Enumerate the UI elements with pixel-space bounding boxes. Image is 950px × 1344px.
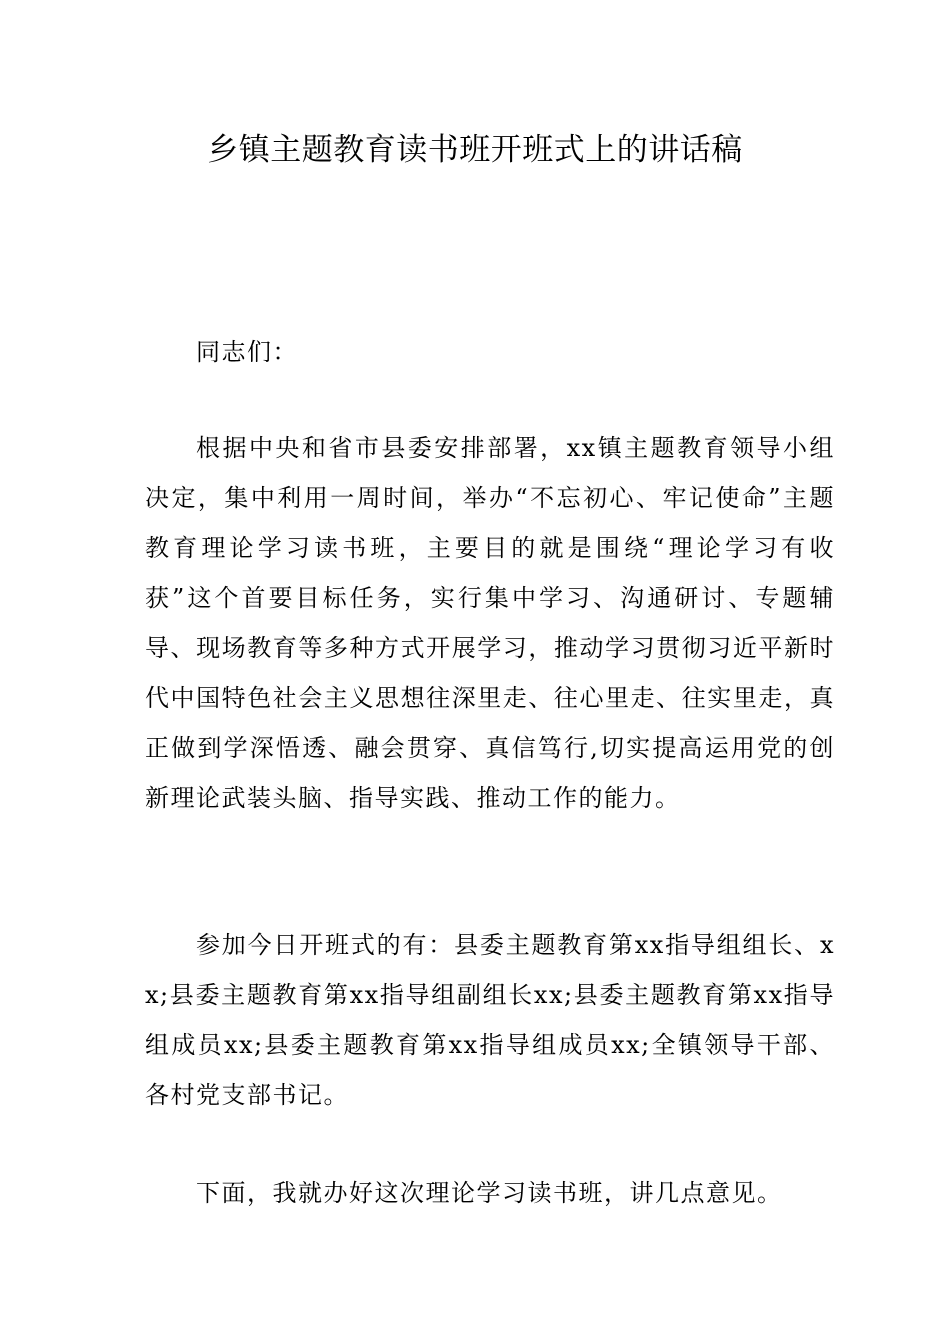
greeting-paragraph: 同志们： — [196, 338, 298, 366]
body-paragraph-transition: 下面，我就办好这次理论学习读书班，讲几点意见。 — [196, 1179, 783, 1207]
document-title: 乡镇主题教育读书班开班式上的讲话稿 — [207, 132, 743, 168]
body-paragraph-background: 根据中央和省市县委安排部署，xx镇主题教育领导小组决定，集中利用一周时间，举办“不忘初心、牢记使命”主题教育理论学习读书班，主要目的就是围绕“理论学习有收获”这个首要目标任务，实行集中学习、沟通研讨、专题辅导、现场教育等多种方式开展学习，推动学习贯彻习近平新时代中国特色社会主义思想往深里走、往心里走、往实里走，真正做到学深悟透、融会贯穿、真信笃行,切实提高运用党的创新理论武装头脑、指导实践、推动工作的能力。 — [145, 434, 835, 812]
body-paragraph-attendees: 参加今日开班式的有：县委主题教育第xx指导组组长、xx;县委主题教育第xx指导组副组长xx;县委主题教育第xx指导组成员xx;县委主题教育第xx指导组成员xx;全镇领导干部、各村党支部书记。 — [145, 931, 835, 1109]
